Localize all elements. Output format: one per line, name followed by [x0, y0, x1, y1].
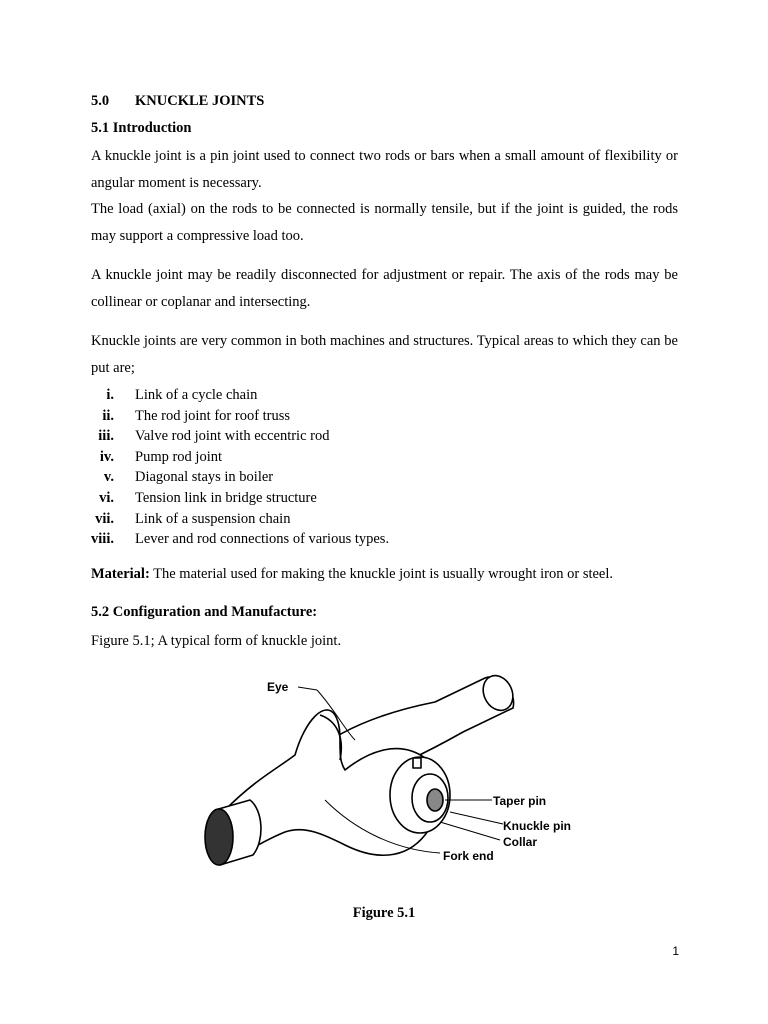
label-taper-pin: Taper pin [493, 794, 547, 808]
label-eye: Eye [267, 680, 289, 694]
list-item: iv. Pump rod joint [99, 448, 223, 465]
material-paragraph [91, 561, 678, 588]
figure-intro-text: Figure 5.1; A typical form of knuckle joint. [91, 633, 342, 649]
fork-rod-end [205, 809, 233, 865]
material-text: The material used for making the knuckle joint is usually wrought iron or steel. [149, 566, 614, 582]
introduction-heading: 5.1 Introduction [91, 120, 192, 136]
configuration-heading: 5.2 Configuration and Manufacture: [91, 604, 318, 620]
taper-pin [427, 789, 443, 811]
list-item: vi. Tension link in bridge structure [99, 489, 317, 506]
section-title: KNUCKLE JOINTS [135, 93, 265, 109]
intro-paragraph-4: Knuckle joints are very common in both machines and structures. Typical areas to which they can be put are; [91, 333, 678, 376]
label-knuckle-pin: Knuckle pin [503, 819, 572, 833]
label-collar: Collar [503, 835, 538, 849]
intro-paragraph-3: A knuckle joint may be readily disconnected for adjustment or repair. The axis of the rods may be collinear or coplanar and intersecting. [91, 267, 678, 310]
knuckle-joint-figure [195, 660, 585, 875]
list-item: iii. Valve rod joint with eccentric rod [98, 428, 330, 445]
section-number: 5.0 [91, 93, 110, 109]
intro-paragraph-1: A knuckle joint is a pin joint used to connect two rods or bars when a small amount of flexibility or angular moment is necessary. [91, 148, 678, 191]
section-heading [91, 93, 264, 110]
page-number: 1 [672, 944, 679, 958]
label-fork-end: Fork end [443, 849, 494, 863]
intro-paragraph-2: The load (axial) on the rods to be connected is normally tensile, but if the joint is guided, the rods may support a compressive load too. [91, 201, 678, 244]
figure-caption: Figure 5.1 [352, 905, 416, 921]
list-item: v. Diagonal stays in boiler [103, 469, 274, 486]
material-label: Material: [91, 566, 150, 582]
list-item: i. Link of a cycle chain [106, 387, 258, 403]
applications-list [84, 385, 390, 550]
list-item: ii. The rod joint for roof truss [102, 407, 291, 424]
list-item: viii. Lever and rod connections of various types. [91, 531, 390, 548]
list-item: vii. Link of a suspension chain [95, 510, 291, 527]
